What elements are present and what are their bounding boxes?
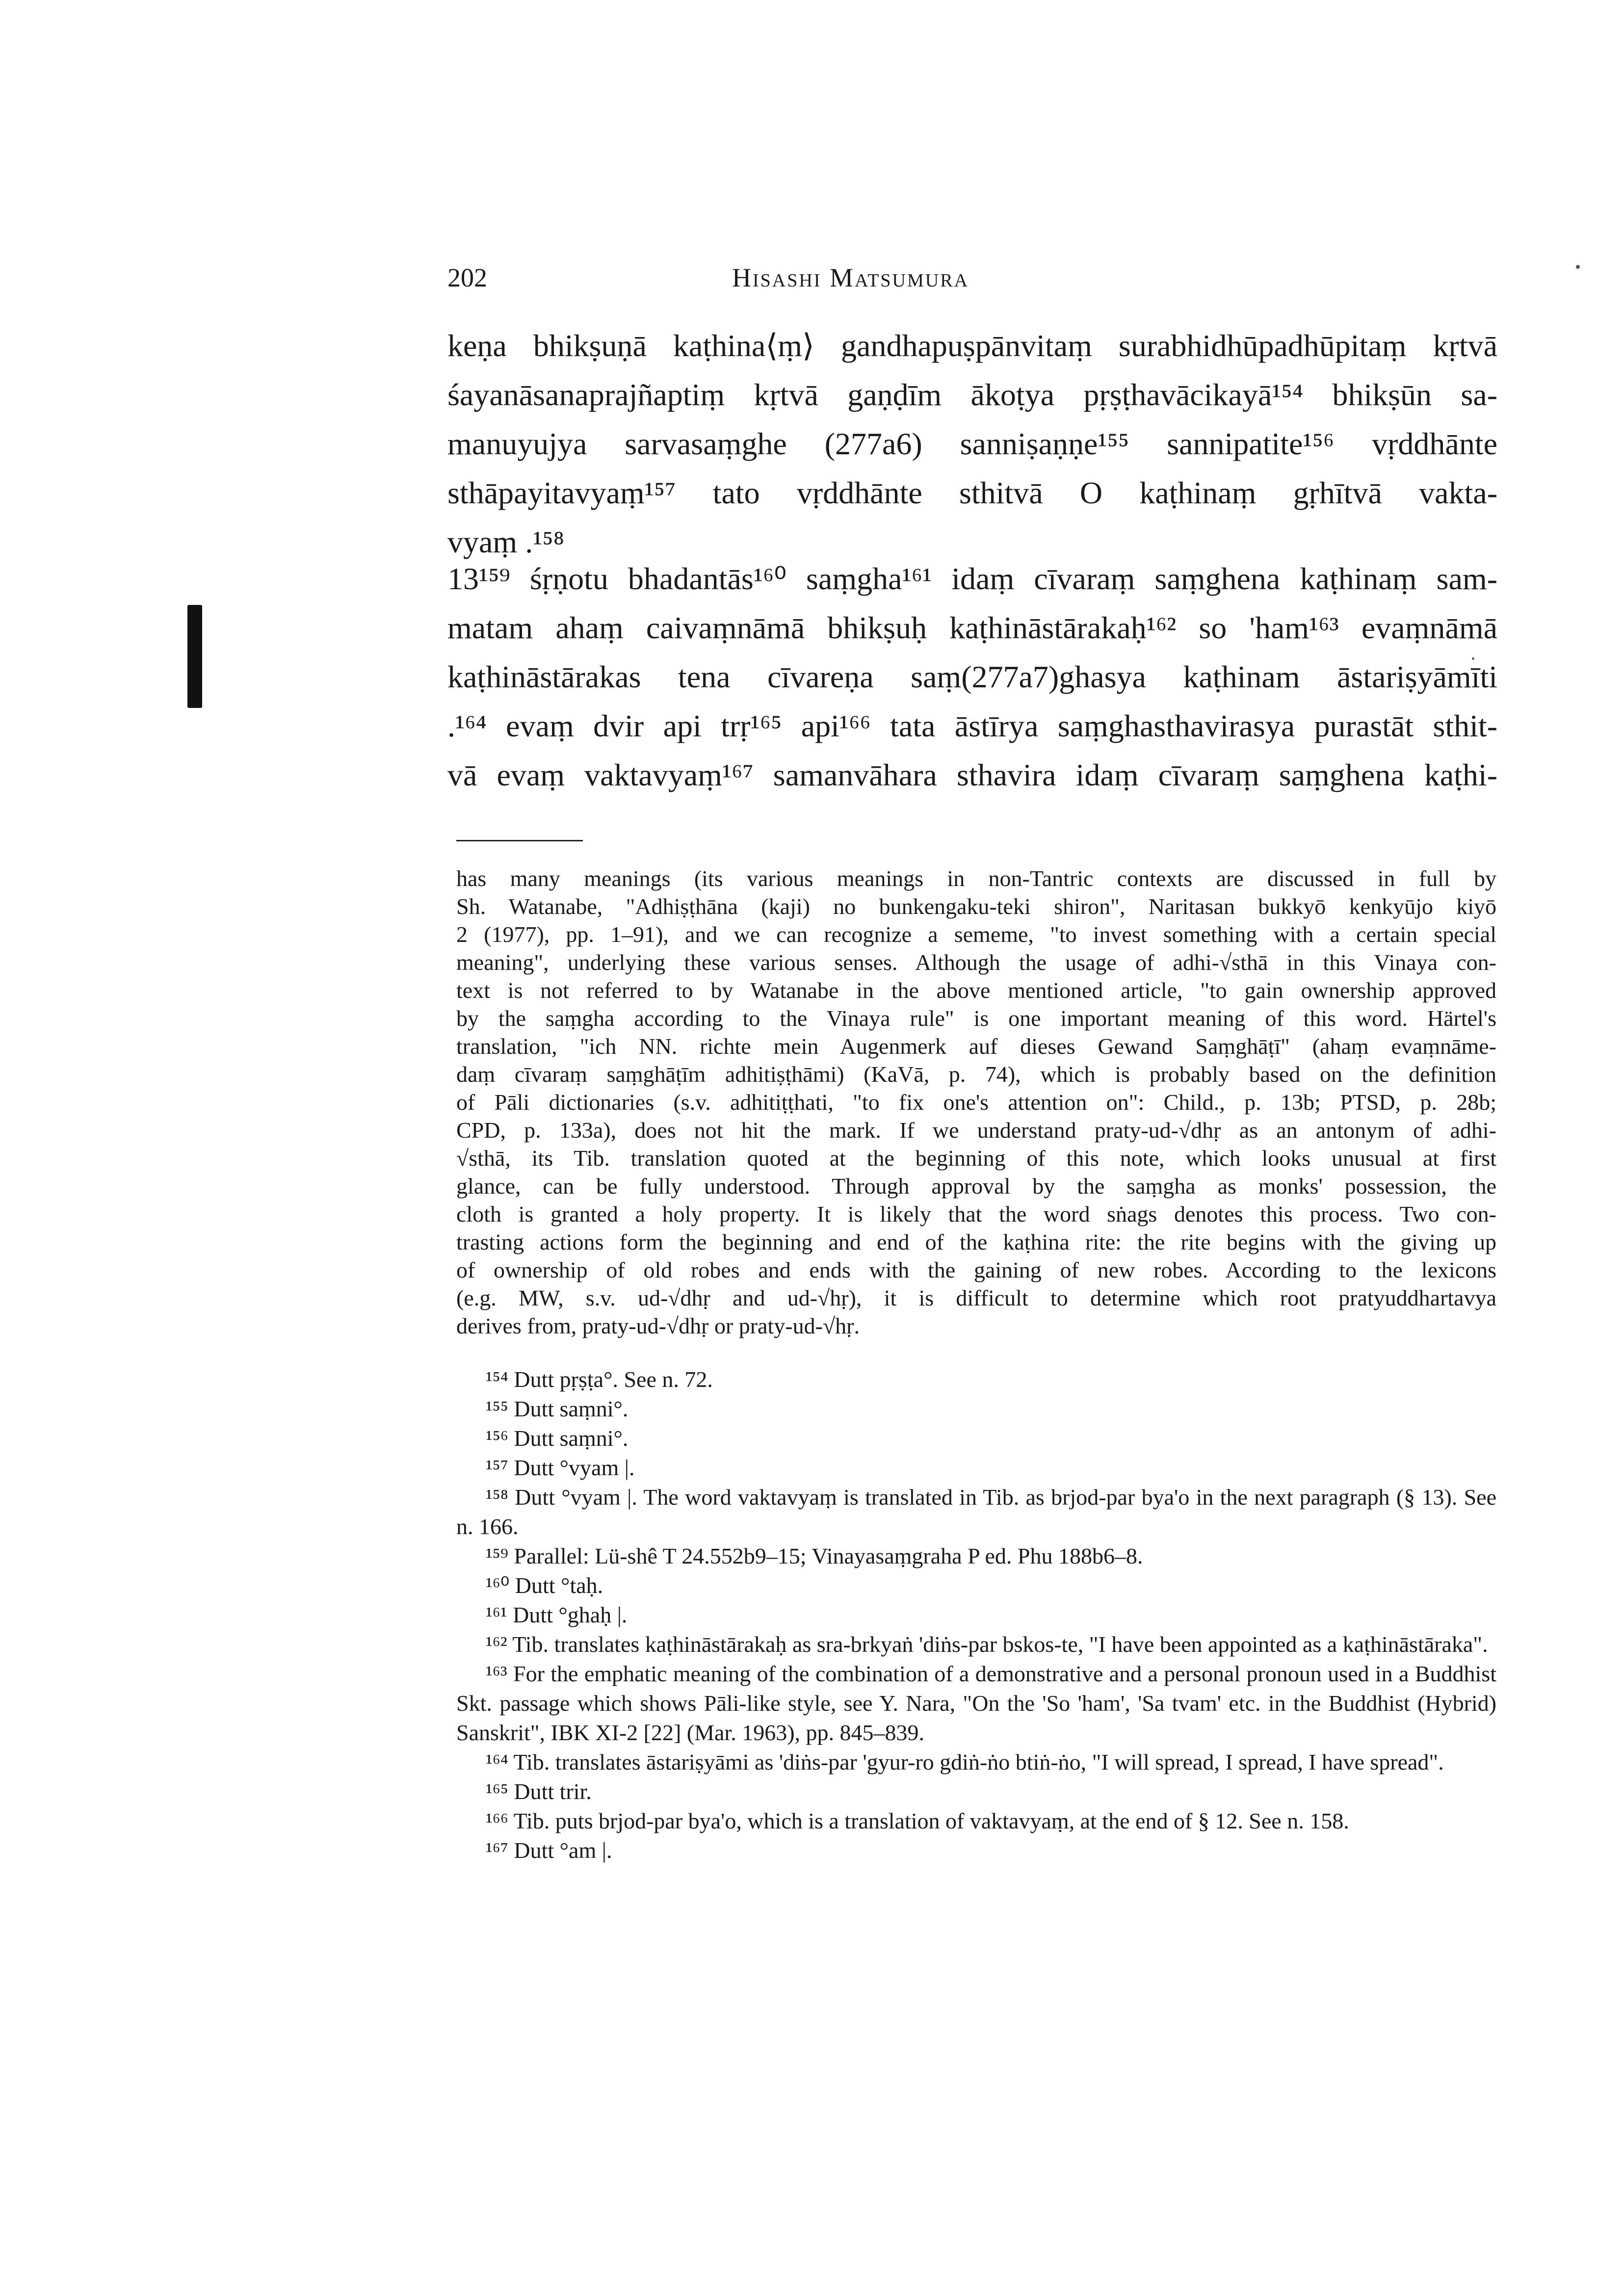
footnote-line: trasting actions form the beginning and end of the kaṭhina rite: the rite begins with the giving up (456, 1229, 1496, 1254)
text-line: 13¹⁵⁹ śṛṇotu bhadantās¹⁶⁰ saṃgha¹⁶¹ idaṃ cīvaraṃ saṃghena kaṭhinaṃ sam- (447, 561, 1497, 596)
footnote-line: √sthā, its Tib. translation quoted at the beginning of this note, which looks unusual at first (456, 1146, 1496, 1171)
footnote-163: ¹⁶³ For the emphatic meaning of the combination of a demonstrative and a personal pronoun used in a Buddhist Skt. passage which shows Pāli-like style, see Y. Nara, "On the 'So 'ham', 'Sa tvam' etc. in the Buddhist (Hybrid) Sanskrit", IBK XI-2 [22] (Mar. 1963), pp. 845–839. (456, 1661, 1496, 1745)
footnote-continuation (456, 864, 1496, 1340)
footnote-line: derives from, praty-ud-√dhṛ or praty-ud-√hṛ. (456, 1313, 860, 1338)
footnote-line: CPD, p. 133a), does not hit the mark. If we understand praty-ud-√dhṛ as an antonym of adhi- (456, 1118, 1496, 1143)
footnote-158: ¹⁵⁸ Dutt °vyam |. The word vaktavyaṃ is translated in Tib. as brjod-par bya'o in the next paragraph (§ 13). See n. 166. (456, 1485, 1496, 1539)
footnote-line: by the saṃgha according to the Vinaya rule" is one important meaning of this word. Härtel's (456, 1006, 1496, 1031)
footnote-166: ¹⁶⁶ Tib. puts brjod-par bya'o, which is a translation of vaktavyaṃ, at the end of § 12. See n. 158. (486, 1808, 1349, 1833)
footnote-line: translation, "ich NN. richte mein Augenmerk auf dieses Gewand Saṃghāṭī" (ahaṃ evaṃnāme- (456, 1034, 1496, 1059)
page-number: 202 (447, 263, 487, 292)
footnote-line: meaning", underlying these various senses. Although the usage of adhi-√sthā in this Vinaya con- (456, 950, 1496, 975)
text-line: vyaṃ .¹⁵⁸ (447, 524, 564, 559)
footnote-line: 2 (1977), pp. 1–91), and we can recognize a sememe, "to invest something with a certain special (456, 922, 1496, 947)
footnote-164: ¹⁶⁴ Tib. translates āstariṣyāmi as 'diṅs-par 'gyur-ro gdiṅ-ṅo btiṅ-ṅo, "I will spread, I spread, I have spread". (486, 1749, 1444, 1774)
text-line: sthāpayitavyaṃ¹⁵⁷ tato vṛddhānte sthitvā O kaṭhinaṃ gṛhītvā vakta- (447, 475, 1497, 510)
footnote-line: Sh. Watanabe, "Adhiṣṭhāna (kaji) no bunkengaku-teki shiron", Naritasan bukkyō kenkyūjo kiyō (456, 894, 1496, 919)
text-paragraph-2 (447, 554, 1497, 800)
footnote-162: ¹⁶² Tib. translates kaṭhināstārakaḥ as sra-brkyaṅ 'diṅs-par bskos-te, "I have been appointed as a kaṭhināstāraka". (486, 1632, 1488, 1657)
footnote-165: ¹⁶⁵ Dutt trir. (486, 1779, 592, 1804)
footnote-155: ¹⁵⁵ Dutt saṃni°. (486, 1396, 629, 1421)
footnote-156: ¹⁵⁶ Dutt saṃni°. (486, 1426, 629, 1451)
text-line: matam ahaṃ caivaṃnāmā bhikṣuḥ kaṭhināstārakaḥ¹⁶² so 'ham¹⁶³ evaṃnāmā (447, 610, 1497, 645)
footnote-line: of Pāli dictionaries (s.v. adhitiṭṭhati, "to fix one's attention on": Child., p. 13b; PTSD, p. 28b; (456, 1090, 1496, 1115)
text-line: keṇa bhikṣuṇā kaṭhina⟨ṃ⟩ gandhapuṣpānvitaṃ surabhidhūpadhūpitaṃ kṛtvā (447, 328, 1497, 363)
scan-margin-mark (187, 605, 202, 708)
footnote-line: glance, can be fully understood. Through approval by the saṃgha as monks' possession, the (456, 1174, 1496, 1199)
text-line: vā evaṃ vaktavyaṃ¹⁶⁷ samanvāhara sthavira idaṃ cīvaraṃ saṃghena kaṭhi- (447, 757, 1497, 792)
scan-speck (1576, 265, 1580, 269)
text-line: kaṭhināstārakas tena cīvareṇa saṃ(277a7)ghasya kaṭhinam āstariṣyāmīti (447, 659, 1497, 694)
footnote-line: cloth is granted a holy property. It is likely that the word sṅags denotes this process. Two con- (456, 1201, 1496, 1226)
running-head-author: Hisashi Matsumura (732, 263, 969, 292)
text-line: .¹⁶⁴ evaṃ dvir api trṛ¹⁶⁵ api¹⁶⁶ tata āstīrya saṃghasthavirasya purastāt sthit- (447, 708, 1497, 743)
footnote-line: (e.g. MW, s.v. ud-√dhṛ and ud-√hṛ), it is difficult to determine which root pratyuddhartavya (456, 1285, 1496, 1310)
text-paragraph-1 (447, 321, 1497, 567)
footnote-154: ¹⁵⁴ Dutt pṛṣṭa°. See n. 72. (486, 1367, 713, 1392)
footnote-line: daṃ cīvaraṃ saṃghāṭīm adhitiṣṭhāmi) (KaVā, p. 74), which is probably based on the definition (456, 1062, 1496, 1087)
footnote-line: has many meanings (its various meanings in non-Tantric contexts are discussed in full by (456, 866, 1496, 891)
footnotes-list (456, 1365, 1496, 1865)
text-line: manuyujya sarvasaṃghe (277a6) sanniṣaṇṇe¹⁵⁵ sannipatite¹⁵⁶ vṛddhānte (447, 426, 1497, 461)
footnote-separator (456, 840, 583, 841)
text-line: śayanāsanaprajñaptiṃ kṛtvā gaṇḍīm ākoṭya pṛṣṭhavācikayā¹⁵⁴ bhikṣūn sa- (447, 377, 1497, 412)
footnote-159: ¹⁵⁹ Parallel: Lü-shê T 24.552b9–15; Vinayasaṃgraha P ed. Phu 188b6–8. (486, 1543, 1143, 1568)
footnote-157: ¹⁵⁷ Dutt °vyam |. (486, 1455, 635, 1480)
footnote-line: of ownership of old robes and ends with the gaining of new robes. According to the lexicons (456, 1257, 1496, 1282)
footnote-line: text is not referred to by Watanabe in the above mentioned article, "to gain ownership approved (456, 978, 1496, 1003)
footnote-161: ¹⁶¹ Dutt °ghaḥ |. (486, 1602, 628, 1627)
footnote-160: ¹⁶⁰ Dutt °taḥ. (486, 1573, 603, 1598)
footnote-167: ¹⁶⁷ Dutt °am |. (486, 1838, 612, 1863)
